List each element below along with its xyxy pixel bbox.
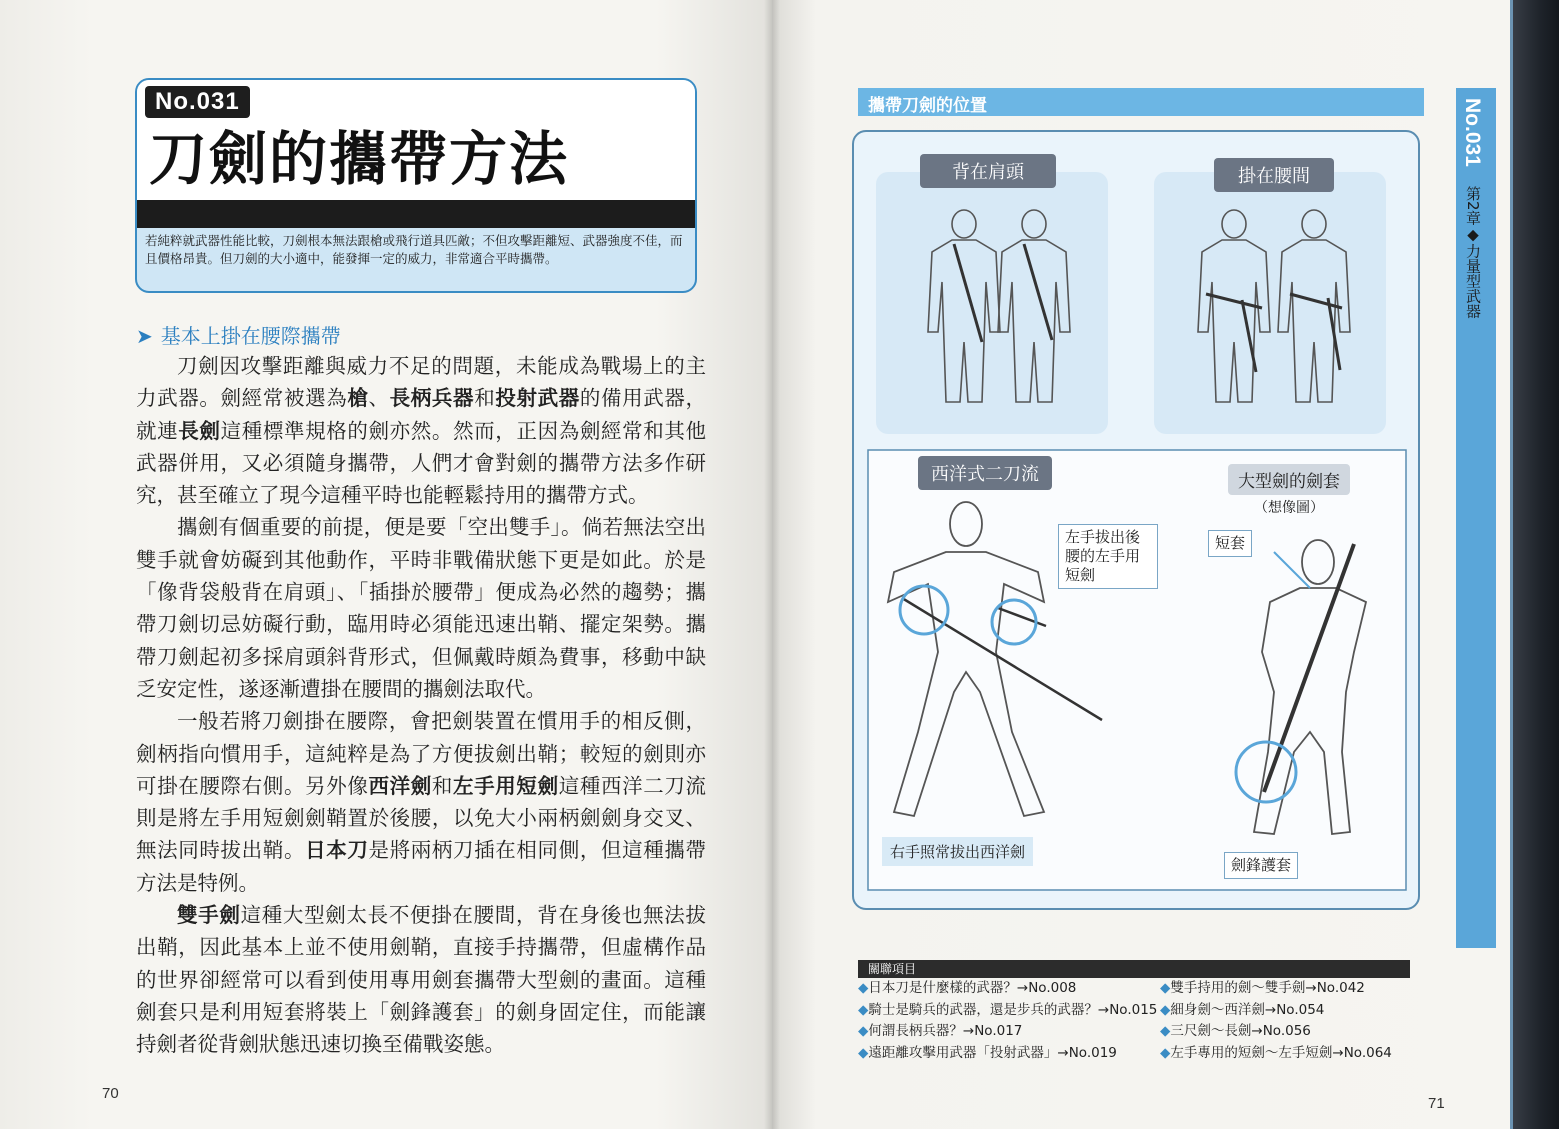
label-waist: 掛在腰間 xyxy=(1214,158,1334,192)
callout-left-hand-dagger: 左手拔出後腰的左手用短劍 xyxy=(1058,524,1158,589)
paragraph: 攜劍有個重要的前提，便是要「空出雙手」。倘若無法空出雙手就會妨礙到其他動作，平時非戰備狀態下更是如此。於是「像背袋般背在肩頭」、「插掛於腰帶」便成為必然的趨勢；攜帶刀劍切忌妨礙行動，臨用時必須能迅速出鞘、擺定架勢。攜帶刀劍起初多採肩頭斜背形式，但佩戴時頗為費事，移動中缺乏安定性，遂逐漸遭掛在腰間的攜劍法取代。 xyxy=(136,515,706,701)
shoulder-panel-bg xyxy=(876,172,1108,434)
book-cover-edge xyxy=(1510,0,1559,1129)
diamond-icon: ◆ xyxy=(1160,1001,1171,1018)
book-spine-shadow xyxy=(764,0,780,1129)
related-row xyxy=(858,1021,1410,1043)
related-row xyxy=(858,1000,1410,1022)
diamond-icon: ◆ xyxy=(1160,1023,1171,1039)
title-block xyxy=(135,78,697,293)
related-link[interactable]: 騎士是騎兵的武器，還是步兵的武器？→No.015 xyxy=(868,1001,1158,1018)
callout-short-sheath: 短套 xyxy=(1208,530,1252,557)
label-greatsword-sheath: 大型劍的劍套 xyxy=(1228,464,1350,495)
figure-panel xyxy=(852,130,1420,910)
related-link[interactable]: 遠距離攻擊用武器「投射武器」→No.019 xyxy=(868,1044,1117,1061)
page-title: 刀劍的攜帶方法 xyxy=(149,125,570,193)
page-number-right: 71 xyxy=(1428,1095,1445,1112)
page-number-left: 70 xyxy=(102,1085,119,1102)
diamond-icon: ◆ xyxy=(858,1001,869,1018)
section-heading xyxy=(136,320,341,349)
label-greatsword-sheath-group xyxy=(1194,464,1384,517)
body-text xyxy=(136,350,706,1061)
side-chapter-title: 第2章◆力量型武器 xyxy=(1464,186,1482,319)
related-link[interactable]: 三尺劍～長劍→No.056 xyxy=(1170,1023,1311,1039)
label-shoulder: 背在肩頭 xyxy=(920,154,1056,188)
callout-right-hand-rapier: 右手照常拔出西洋劍 xyxy=(882,837,1033,866)
section-heading-text: 基本上掛在腰際攜帶 xyxy=(160,324,341,348)
arrow-icon: ➤ xyxy=(136,324,153,348)
paragraph: 一般若將刀劍掛在腰際，會把劍裝置在慣用手的相反側，劍柄指向慣用手，這純粹是為了方便拔劍出鞘；較短的劍則亦可掛在腰際右側。另外像西洋劍和左手用短劍這種西洋二刀流則是將左手用短劍劍鞘置於後腰，以免大小兩柄劍劍身交叉、無法同時拔出鞘。日本刀是將兩柄刀插在相同側，但這種攜帶方法是特例。 xyxy=(136,709,707,895)
related-link[interactable]: 雙手持用的劍～雙手劍→No.042 xyxy=(1170,980,1365,996)
related-row xyxy=(858,978,1410,1000)
figure-illustration xyxy=(854,132,1420,910)
left-page xyxy=(0,0,772,1129)
related-link[interactable]: 細身劍～西洋劍→No.054 xyxy=(1170,1001,1325,1018)
related-link[interactable]: 左手專用的短劍～左手短劍→No.064 xyxy=(1170,1044,1392,1061)
diamond-icon: ◆ xyxy=(1160,1044,1171,1061)
diamond-icon: ◆ xyxy=(858,1044,869,1061)
related-row xyxy=(858,1043,1410,1065)
related-link[interactable]: 何謂長柄兵器？→No.017 xyxy=(868,1023,1023,1039)
label-dual-wield: 西洋式二刀流 xyxy=(918,456,1052,490)
label-imaginary: （想像圖） xyxy=(1254,500,1324,516)
callout-tip-guard: 劍鋒護套 xyxy=(1224,852,1298,879)
intro-summary: 若純粹就武器性能比較，刀劍根本無法跟槍或飛行道具匹敵；不但攻擊距離短、武器強度不佳，而且價格昂貴。但刀劍的大小適中，能發揮一定的威力，非常適合平時攜帶。 xyxy=(145,233,683,266)
paragraph: 刀劍因攻擊距離與威力不足的問題，未能成為戰場上的主力武器。劍經常被選為槍、長柄兵器和投射武器的備用武器，就連長劍這種標準規格的劍亦然。然而，正因為劍經常和其他武器併用，又必須隨身攜帶，人們才會對劍的攜帶方法多作研究，甚至確立了現今這種平時也能輕鬆持用的攜帶方式。 xyxy=(136,354,707,508)
diamond-icon: ◆ xyxy=(1160,980,1171,996)
diamond-icon: ◆ xyxy=(858,1023,869,1039)
figure-title: 攜帶刀劍的位置 xyxy=(858,88,1424,116)
entry-number-tag: No.031 xyxy=(145,86,250,118)
related-link[interactable]: 日本刀是什麼樣的武器？→No.008 xyxy=(868,980,1077,996)
diamond-icon: ◆ xyxy=(858,980,869,996)
side-entry-number: No.031 xyxy=(1461,98,1484,167)
related-header: 關聯項目 xyxy=(858,960,1410,978)
paragraph: 雙手劍這種大型劍太長不便掛在腰間，背在身後也無法拔出鞘，因此基本上並不使用劍鞘，直接手持攜帶，但虛構作品的世界卻經常可以看到使用專用劍套攜帶大型劍的畫面。這種劍套只是利用短套將裝上「劍鋒護套」的劍身固定住，而能讓持劍者從背劍狀態迅速切換至備戰姿態。 xyxy=(136,903,706,1057)
title-divider-bar xyxy=(137,200,695,228)
related-items xyxy=(858,960,1410,1064)
waist-panel-bg xyxy=(1154,172,1386,434)
